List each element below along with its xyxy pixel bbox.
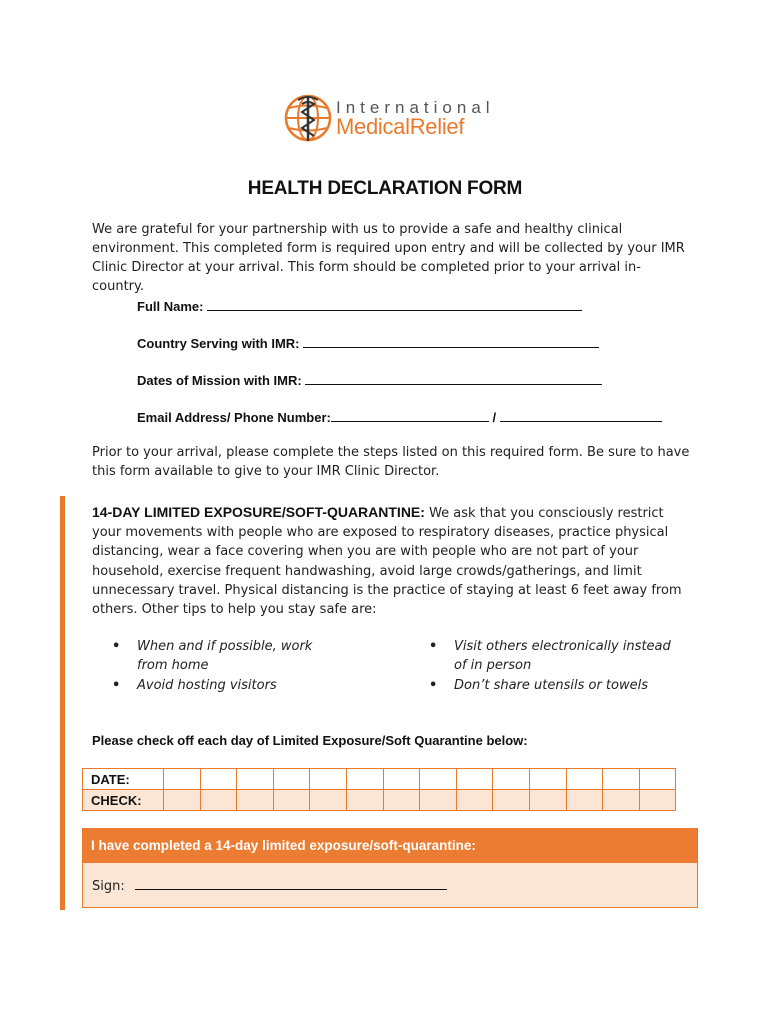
logo-line-2: MedicalRelief	[336, 114, 465, 139]
date-cell[interactable]	[164, 769, 201, 790]
contact-separator: /	[492, 410, 497, 425]
check-cell[interactable]	[200, 790, 237, 811]
date-cell[interactable]	[383, 769, 420, 790]
full-name-field	[137, 297, 582, 314]
sign-label: Sign:	[92, 879, 125, 894]
list-item: • Don’t share utensils or towels	[429, 676, 679, 695]
list-item: • Visit others electronically instead of in person	[429, 637, 679, 675]
email-input-line[interactable]	[331, 408, 489, 422]
check-cell[interactable]	[639, 790, 676, 811]
date-cell[interactable]	[493, 769, 530, 790]
check-cell[interactable]	[456, 790, 493, 811]
exposure-body: We ask that you consciously restrict your movements with people who are exposed to respiratory diseases, practice physical distancing, wear a face covering when you are with people who are not part of your household, exercise frequent handwashing, avoid large crowds/gatherings, and limit unnecessary travel. Physical distancing is the practice of staying at least 6 feet away from others. Other tips to help you stay safe are:	[92, 506, 682, 618]
sign-row	[92, 876, 447, 894]
date-cell[interactable]	[639, 769, 676, 790]
date-cell[interactable]	[529, 769, 566, 790]
check-cell[interactable]	[493, 790, 530, 811]
check-cell[interactable]	[346, 790, 383, 811]
tips-left	[112, 637, 342, 696]
sign-heading: I have completed a 14-day limited exposure/soft-quarantine:	[83, 829, 697, 863]
check-cell[interactable]	[273, 790, 310, 811]
check-cell[interactable]	[529, 790, 566, 811]
check-row	[83, 790, 676, 811]
dates-label: Dates of Mission with IMR:	[137, 373, 302, 388]
date-cell[interactable]	[200, 769, 237, 790]
quarantine-grid	[82, 768, 676, 811]
check-cell[interactable]	[237, 790, 274, 811]
signature-input-line[interactable]	[135, 876, 447, 890]
globe-caduceus-icon	[283, 92, 333, 144]
check-cell[interactable]	[603, 790, 640, 811]
date-cell[interactable]	[420, 769, 457, 790]
intro-paragraph: We are grateful for your partnership with us to provide a safe and healthy clinical environment. This completed form is required upon entry and will be collected by your IMR Clinic Director at your arrival. This form should be completed prior to your arrival in-country.	[92, 222, 685, 294]
full-name-label: Full Name:	[137, 299, 204, 314]
prior-paragraph: Prior to your arrival, please complete the steps listed on this required form. Be sure to have this form available to give to your IMR Clinic Director.	[92, 445, 690, 479]
accent-bar	[60, 496, 65, 910]
check-cell[interactable]	[420, 790, 457, 811]
country-field	[137, 334, 599, 351]
contact-label: Email Address/ Phone Number:	[137, 410, 331, 425]
exposure-section	[92, 503, 692, 619]
exposure-heading: 14-DAY LIMITED EXPOSURE/SOFT-QUARANTINE:	[92, 504, 425, 520]
date-cell[interactable]	[456, 769, 493, 790]
checkoff-instruction: Please check off each day of Limited Exposure/Soft Quarantine below:	[92, 733, 528, 748]
dates-field	[137, 371, 602, 388]
tips-right	[429, 637, 679, 696]
date-cell[interactable]	[603, 769, 640, 790]
logo	[283, 92, 513, 144]
page-title: HEALTH DECLARATION FORM	[247, 178, 523, 199]
dates-input-line[interactable]	[305, 371, 602, 385]
date-cell[interactable]	[346, 769, 383, 790]
date-row-label: DATE:	[83, 769, 164, 790]
check-cell[interactable]	[383, 790, 420, 811]
sign-box	[82, 828, 698, 908]
country-label: Country Serving with IMR:	[137, 336, 300, 351]
check-row-label: CHECK:	[83, 790, 164, 811]
date-cell[interactable]	[273, 769, 310, 790]
list-item: • When and if possible, work from home	[112, 637, 342, 675]
logo-line-1: International	[336, 98, 495, 117]
full-name-input-line[interactable]	[207, 297, 582, 311]
check-cell[interactable]	[566, 790, 603, 811]
date-cell[interactable]	[310, 769, 347, 790]
date-cell[interactable]	[237, 769, 274, 790]
phone-input-line[interactable]	[500, 408, 662, 422]
date-row	[83, 769, 676, 790]
date-cell[interactable]	[566, 769, 603, 790]
contact-field	[137, 408, 662, 425]
check-cell[interactable]	[310, 790, 347, 811]
check-cell[interactable]	[164, 790, 201, 811]
list-item: • Avoid hosting visitors	[112, 676, 342, 695]
country-input-line[interactable]	[303, 334, 599, 348]
